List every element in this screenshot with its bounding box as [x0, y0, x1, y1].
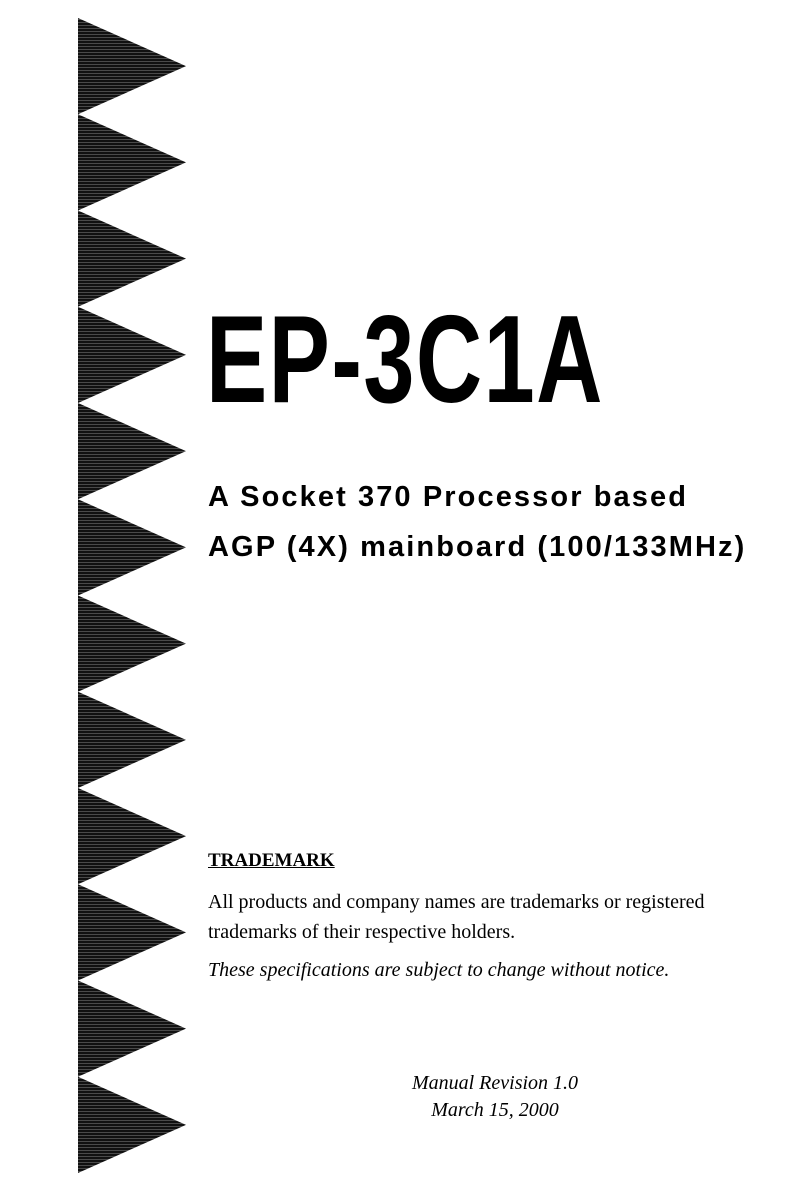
trademark-text-line-2: trademarks of their respective holders.	[208, 921, 516, 943]
model-title: EP-3C1A	[206, 291, 604, 429]
sawtooth-tooth	[78, 1077, 186, 1173]
sawtooth-tooth	[78, 596, 186, 692]
sawtooth-tooth	[78, 499, 186, 595]
sawtooth-border	[0, 0, 200, 1193]
manual-revision: Manual Revision 1.0	[411, 1072, 579, 1094]
sawtooth-tooth	[78, 307, 186, 403]
trademark-text-line-1: All products and company names are trademarks or registered	[208, 891, 705, 913]
subtitle-line-1: A Socket 370 Processor based	[208, 481, 689, 513]
trademark-heading: TRADEMARK	[208, 850, 335, 871]
subtitle-line-2: AGP (4X) mainboard (100/133MHz)	[208, 531, 747, 563]
sawtooth-tooth	[78, 788, 186, 884]
sawtooth-tooth	[78, 114, 186, 210]
change-notice: These specifications are subject to change without notice.	[208, 959, 670, 981]
sawtooth-tooth	[78, 403, 186, 499]
sawtooth-tooth	[78, 981, 186, 1077]
sawtooth-tooth	[78, 692, 186, 788]
sawtooth-tooth	[78, 884, 186, 980]
sawtooth-tooth	[78, 18, 186, 114]
sawtooth-tooth	[78, 211, 186, 307]
revision-date: March 15, 2000	[431, 1099, 559, 1121]
